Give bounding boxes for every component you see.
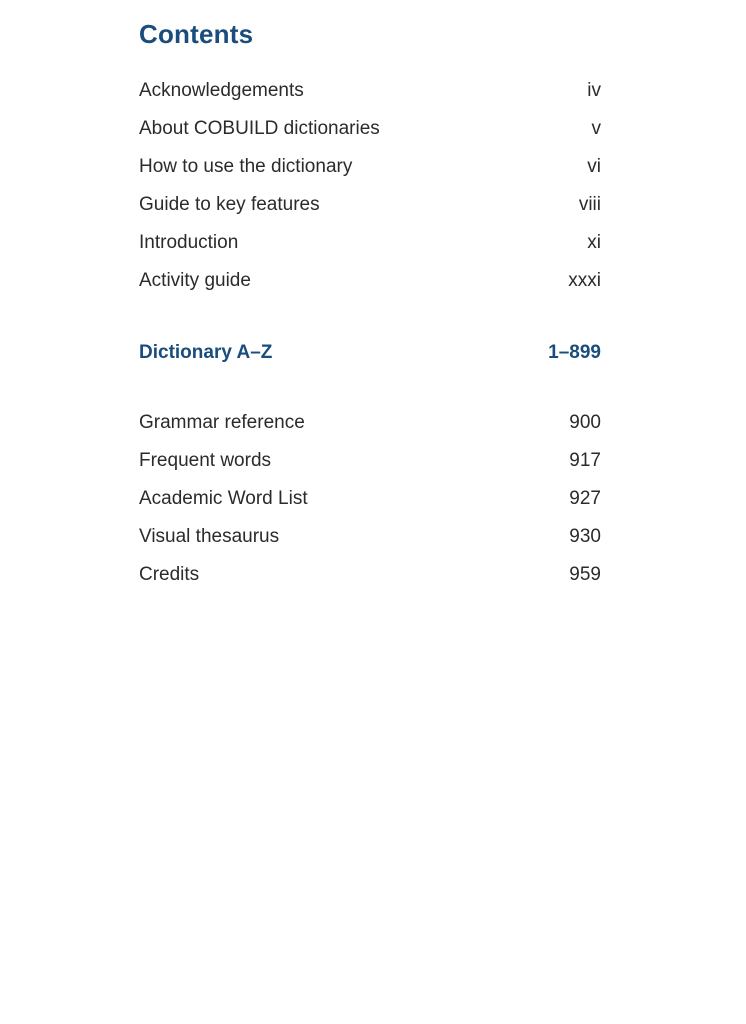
toc-entry-label: Grammar reference <box>139 412 305 433</box>
toc-entry-label: Credits <box>139 564 200 585</box>
toc-entry-page: 1–899 <box>548 342 601 363</box>
toc-entry-label: Guide to key features <box>139 194 320 215</box>
toc-entry-how-to-use[interactable] <box>139 148 601 186</box>
toc-entry-grammar-reference[interactable] <box>139 404 601 442</box>
toc-entry-page: 900 <box>569 412 601 433</box>
toc-entry-activity-guide[interactable] <box>139 262 601 300</box>
toc-entry-visual-thesaurus[interactable] <box>139 518 601 556</box>
toc-entry-label: Acknowledgements <box>139 80 304 101</box>
toc-entry-label: How to use the dictionary <box>139 156 353 177</box>
back-matter-list <box>139 404 601 594</box>
toc-entry-label: Frequent words <box>139 450 272 471</box>
page-title: Contents <box>139 19 254 49</box>
toc-entry-frequent-words[interactable] <box>139 442 601 480</box>
toc-entry-page: xxxi <box>568 270 601 291</box>
toc-entry-academic-word-list[interactable] <box>139 480 601 518</box>
toc-entry-credits[interactable] <box>139 556 601 594</box>
toc-entry-about-cobuild[interactable] <box>139 110 601 148</box>
toc-entry-page: vi <box>587 156 601 177</box>
main-section <box>139 334 601 372</box>
toc-entry-label: About COBUILD dictionaries <box>139 118 380 139</box>
toc-entry-label: Academic Word List <box>139 488 308 509</box>
toc-entry-acknowledgements[interactable] <box>139 72 601 110</box>
toc-entry-label: Dictionary A–Z <box>139 342 273 363</box>
toc-entry-label: Visual thesaurus <box>139 526 280 547</box>
front-matter-list <box>139 72 601 300</box>
toc-entry-page: 917 <box>569 450 601 471</box>
toc-entry-dictionary-a-z[interactable] <box>139 334 601 372</box>
toc-entry-page: xi <box>587 232 601 253</box>
toc-entry-page: 959 <box>569 564 601 585</box>
toc-entry-page: 930 <box>569 526 601 547</box>
toc-entry-label: Activity guide <box>139 270 251 291</box>
toc-entry-introduction[interactable] <box>139 224 601 262</box>
toc-entry-label: Introduction <box>139 232 239 253</box>
toc-entry-page: v <box>591 118 601 139</box>
toc-entry-page: 927 <box>569 488 601 509</box>
toc-entry-page: iv <box>587 80 601 101</box>
toc-entry-page: viii <box>578 194 601 215</box>
toc-entry-guide-key-features[interactable] <box>139 186 601 224</box>
